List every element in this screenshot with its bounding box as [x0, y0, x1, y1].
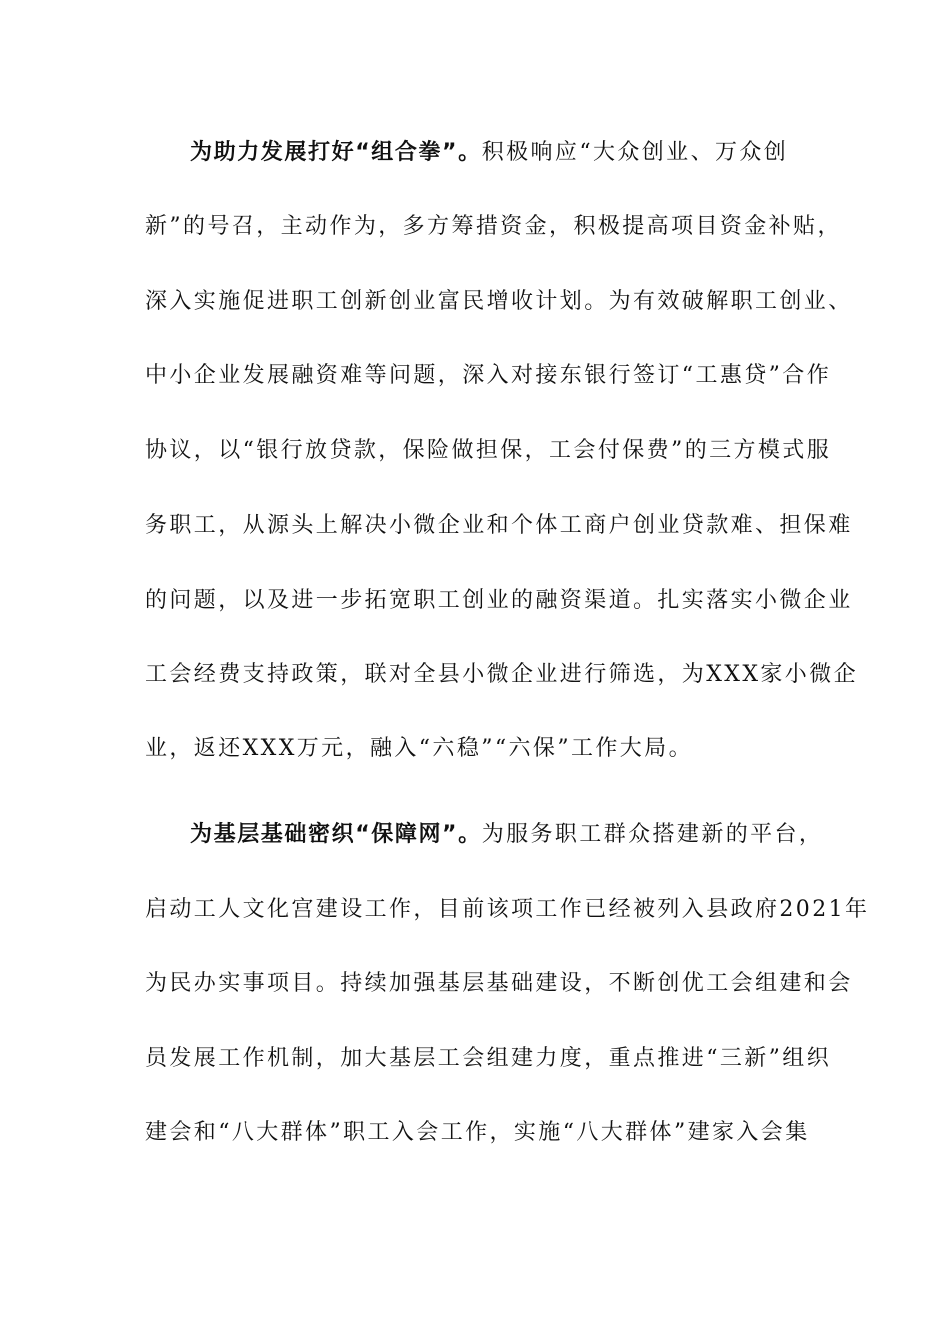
- paragraph-line: 员发展工作机制，加大基层工会组建力度，重点推进“三新”组织: [145, 1046, 832, 1071]
- paragraph-line: 深入实施促进职工创新创业富民增收计划。为有效破解职工创业、: [145, 289, 853, 314]
- paragraph-heading: 为助力发展打好“组合拳”。: [190, 140, 482, 165]
- paragraph-line: 中小企业发展融资难等问题，深入对接东银行签订“工惠贷”合作: [145, 363, 832, 388]
- paragraph-line: 工会经费支持政策，联对全县小微企业进行筛选，为XXX家小微企: [145, 662, 858, 687]
- paragraph-line: 建会和“八大群体”职工入会工作，实施“八大群体”建家入会集: [145, 1120, 810, 1145]
- paragraph-text: 积极响应“大众创业、万众创: [481, 140, 789, 165]
- paragraph-text: 为服务职工群众搭建新的平台，: [481, 822, 824, 847]
- paragraph-line: 新”的号召，主动作为，多方筹措资金，积极提高项目资金补贴，: [145, 214, 842, 239]
- paragraph-line: [190, 820, 824, 850]
- paragraph-line: 协议，以“银行放贷款，保险做担保，工会付保费”的三方模式服: [145, 438, 832, 463]
- paragraph-line: 的问题，以及进一步拓宽职工创业的融资渠道。扎实落实小微企业: [145, 588, 853, 613]
- paragraph-line: 为民办实事项目。持续加强基层基础建设，不断创优工会组建和会: [145, 971, 853, 996]
- paragraph-line: 业，返还XXX万元，融入“六稳”“六保”工作大局。: [145, 736, 693, 761]
- paragraph-heading: 为基层基础密织“保障网”。: [190, 822, 482, 847]
- paragraph-line: 务职工，从源头上解决小微企业和个体工商户创业贷款难、担保难: [145, 513, 853, 538]
- paragraph-line: 启动工人文化宫建设工作，目前该项工作已经被列入县政府2021年: [145, 897, 870, 922]
- paragraph-line: [190, 138, 805, 168]
